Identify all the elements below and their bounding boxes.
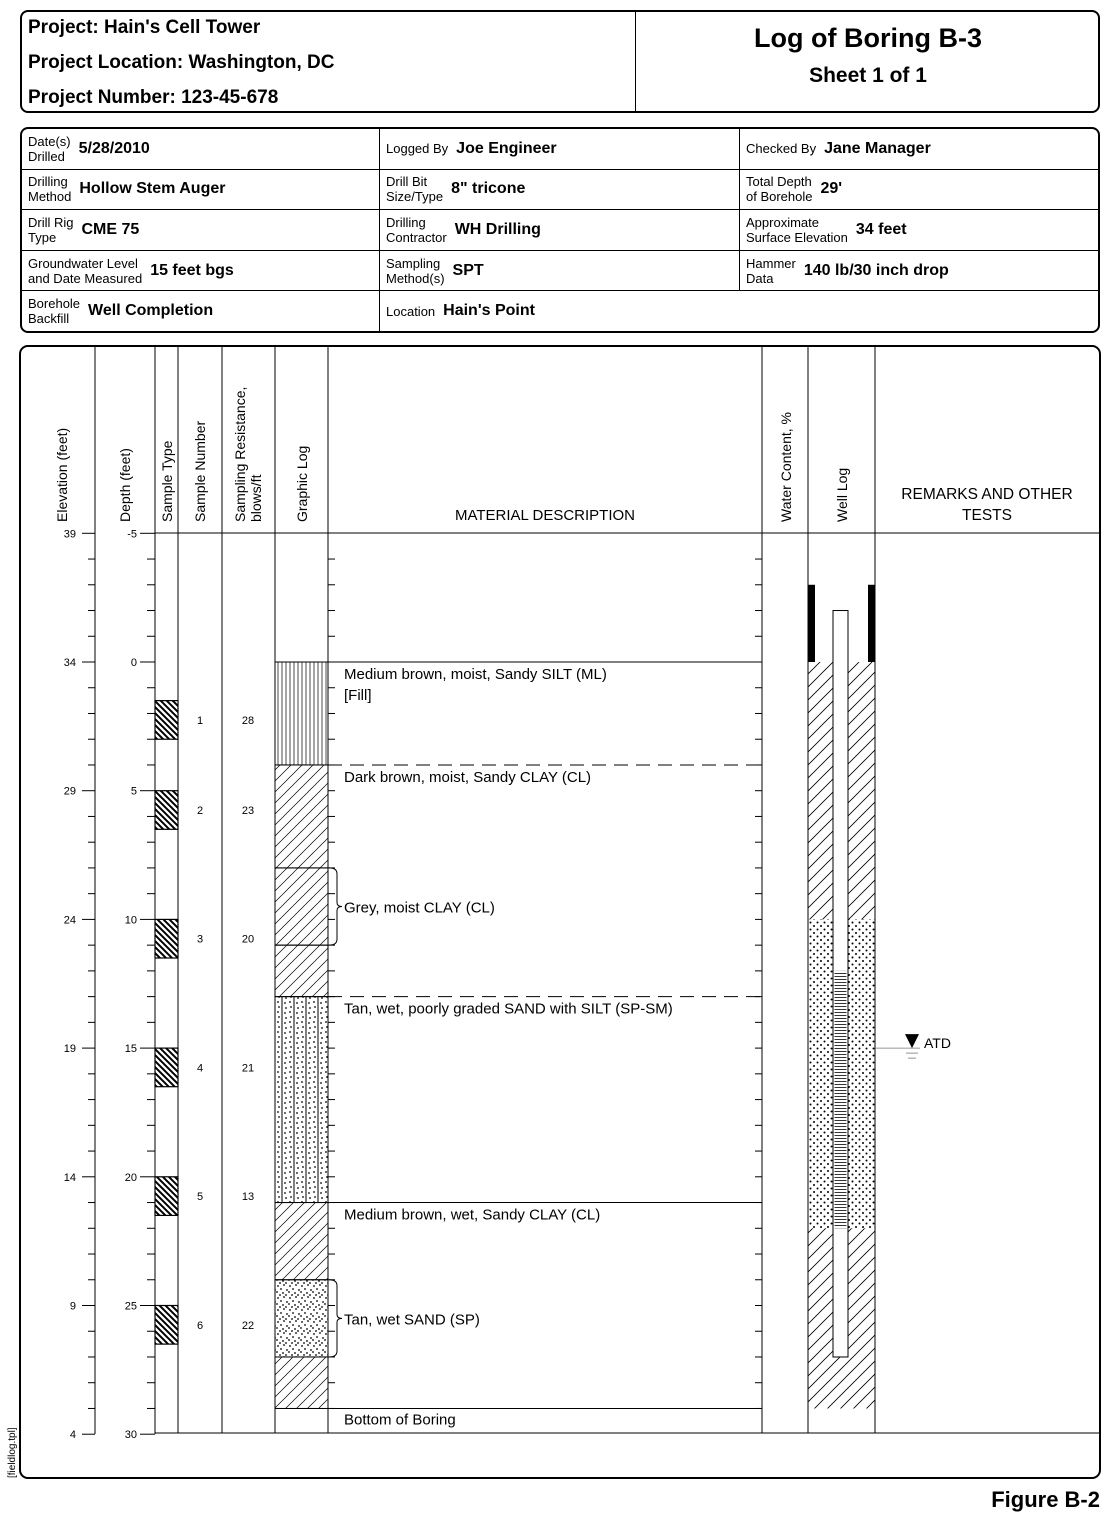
well-screen <box>835 971 847 1228</box>
depth-label: 30 <box>124 1429 137 1442</box>
field-label-line: Logged By <box>386 141 449 157</box>
field-label-line: Sampling <box>386 255 441 271</box>
sample-type-symbol <box>155 1048 178 1087</box>
field-approximate-surface-elevation <box>740 210 1098 250</box>
remarks-header: REMARKS AND OTHER <box>901 486 1073 503</box>
template-name: [fieldlog.tpl] <box>7 1427 18 1478</box>
well-log-header: Well Log <box>834 467 850 522</box>
sample-number-header: Sample Number <box>192 420 208 522</box>
layer-description: [Fill] <box>344 687 372 704</box>
sampling-resistance-units: blows/ft <box>248 474 264 522</box>
field-label-line: Total Depth <box>746 174 812 190</box>
surface-seal <box>808 585 815 662</box>
field-label-line: Approximate <box>746 214 819 230</box>
blow-count: 13 <box>241 1191 255 1204</box>
field-label <box>28 296 80 326</box>
sample-type-symbol <box>155 1177 178 1216</box>
lens-brace <box>329 1280 342 1357</box>
graphic-log-segment <box>275 662 328 765</box>
field-label-line: Date(s) <box>28 133 71 149</box>
field-label-line: Checked By <box>746 141 817 157</box>
field-label <box>386 174 443 204</box>
info-row <box>22 129 1098 170</box>
blow-count: 21 <box>241 1062 255 1075</box>
elevation-label: 9 <box>69 1300 76 1313</box>
elevation-label: 39 <box>63 528 76 541</box>
info-row <box>22 210 1098 251</box>
water-content-header: Water Content, % <box>778 412 794 522</box>
field-label <box>28 215 74 245</box>
elevation-label: 34 <box>63 657 76 669</box>
project-number: Project Number: 123-45-678 <box>28 87 279 108</box>
field-label-line: Drill Rig <box>28 214 74 230</box>
field-value: Hain's Point <box>443 302 535 320</box>
bottom-of-boring-label: Bottom of Boring <box>344 1411 456 1429</box>
field-label-line: Hammer <box>746 255 796 271</box>
field-label-line: and Date Measured <box>28 270 143 286</box>
material-description-header: MATERIAL DESCRIPTION <box>454 507 636 524</box>
elevation-label: 14 <box>63 1171 76 1184</box>
sample-number: 5 <box>196 1191 204 1204</box>
field-value: Hollow Stem Auger <box>79 180 226 198</box>
graphic-log-segment <box>275 997 328 1203</box>
layer-description: Medium brown, moist, Sandy SILT (ML) <box>344 666 607 683</box>
field-drilling-contractor <box>380 210 740 250</box>
field-value: CME 75 <box>81 220 140 238</box>
surface-seal <box>868 585 875 662</box>
field-label <box>746 174 813 204</box>
remarks-header-line-2: TESTS <box>962 507 1012 524</box>
field-value: SPT <box>452 261 484 279</box>
field-label-line: Method(s) <box>386 270 445 286</box>
layer-description: Dark brown, moist, Sandy CLAY (CL) <box>344 768 592 786</box>
lens-brace <box>329 868 342 945</box>
field-value: 5/28/2010 <box>78 139 150 157</box>
log-title: Log of Boring B-3 <box>754 23 982 53</box>
project-location: Project Location: Washington, DC <box>28 52 335 73</box>
field-label-line: Drilling <box>28 174 68 190</box>
sample-type-symbol <box>155 791 178 830</box>
blow-count: 20 <box>241 933 255 946</box>
field-label <box>28 174 71 204</box>
field-value: 15 feet bgs <box>150 261 234 279</box>
figure-label: Figure B-2 <box>991 1487 1100 1512</box>
elevation-header: Elevation (feet) <box>54 427 70 522</box>
field-label <box>386 215 447 245</box>
field-label-line: Drilled <box>28 148 65 164</box>
field-drill-rig-type <box>22 210 380 250</box>
field-borehole-backfill <box>22 291 380 331</box>
field-label-line: Location <box>386 303 436 319</box>
sheet-number: Sheet 1 of 1 <box>809 64 927 87</box>
field-label-line: Method <box>28 189 72 205</box>
info-row <box>22 291 1098 331</box>
field-total-depth-of-borehole <box>740 170 1098 210</box>
depth-label: 5 <box>130 785 137 798</box>
field-label <box>28 134 71 164</box>
graphic-log-segment <box>275 868 328 945</box>
graphic-log-segment <box>275 765 328 868</box>
water-level-label: ATD <box>924 1035 951 1052</box>
layer-description: Medium brown, wet, Sandy CLAY (CL) <box>344 1206 601 1224</box>
depth-label: 0 <box>130 657 137 669</box>
field-label-line: of Borehole <box>746 189 813 205</box>
field-value: 8" tricone <box>451 180 526 198</box>
field-logged-by <box>380 129 740 169</box>
field-value: WH Drilling <box>454 220 541 238</box>
field-label-line: Drilling <box>386 214 426 230</box>
field-date-s-drilled <box>22 129 380 169</box>
field-label-line: Size/Type <box>386 189 444 205</box>
field-value: Joe Engineer <box>456 139 557 157</box>
field-value: 140 lb/30 inch drop <box>803 261 949 279</box>
field-groundwater-level-and-date-measured <box>22 251 380 291</box>
field-value: Jane Manager <box>824 139 931 157</box>
field-drill-bit-size-type <box>380 170 740 210</box>
field-location <box>380 291 1098 331</box>
layer-description: Tan, wet, poorly graded SAND with SILT (SP-SM) <box>344 1000 673 1018</box>
graphic-log-segment <box>275 1357 328 1408</box>
sample-type-header: Sample Type <box>159 440 175 522</box>
field-label-line: Contractor <box>386 229 447 245</box>
field-label <box>746 256 796 286</box>
field-label-line: Type <box>28 229 57 245</box>
depth-label: 20 <box>124 1171 137 1184</box>
field-label-line: Backfill <box>28 311 70 327</box>
field-checked-by <box>740 129 1098 169</box>
graphic-log-segment <box>275 1203 328 1280</box>
sample-number: 3 <box>196 933 204 946</box>
depth-label: 10 <box>124 914 137 927</box>
field-label <box>746 215 848 245</box>
sample-number: 1 <box>196 714 204 727</box>
sample-type-symbol <box>155 701 178 740</box>
field-value: 29' <box>820 180 843 198</box>
water-table-triangle-icon <box>905 1034 919 1048</box>
graphic-log-segment <box>275 945 328 996</box>
field-label-line: Groundwater Level <box>28 255 138 271</box>
elevation-label: 29 <box>63 785 76 798</box>
blow-count: 28 <box>241 714 255 727</box>
lens-description: Grey, moist CLAY (CL) <box>344 899 495 917</box>
field-label <box>386 304 435 319</box>
sample-type-symbol <box>155 1306 178 1345</box>
elevation-label: 19 <box>63 1043 76 1056</box>
info-row <box>22 251 1098 292</box>
graphic-log-header: Graphic Log <box>294 445 310 522</box>
depth-label: 15 <box>124 1043 137 1056</box>
info-row <box>22 170 1098 211</box>
project-name: Project: Hain's Cell Tower <box>28 17 261 38</box>
sample-number: 6 <box>196 1319 204 1332</box>
field-label-line: Drill Bit <box>386 174 428 190</box>
elevation-label: 24 <box>63 914 76 927</box>
blow-count: 22 <box>241 1319 255 1332</box>
sample-number: 2 <box>196 805 204 818</box>
field-label <box>386 141 448 156</box>
sampling-resistance-header: Sampling Resistance, <box>232 386 248 522</box>
field-label-line: Data <box>746 270 774 286</box>
graphic-log-segment <box>275 1280 328 1357</box>
depth-label: 25 <box>124 1300 137 1313</box>
depth-label: -5 <box>127 528 137 541</box>
field-label <box>28 256 142 286</box>
lens-description: Tan, wet SAND (SP) <box>344 1311 480 1329</box>
sample-type-symbol <box>155 919 178 958</box>
depth-header: Depth (feet) <box>117 448 133 522</box>
elevation-label: 4 <box>69 1429 76 1442</box>
field-label <box>746 141 816 156</box>
log-content <box>64 528 951 1441</box>
field-sampling-method-s <box>380 251 740 291</box>
field-label-line: Borehole <box>28 296 81 312</box>
boring-info-table <box>20 127 1100 333</box>
field-value: 34 feet <box>855 220 907 238</box>
field-label-line: Surface Elevation <box>746 229 848 245</box>
field-label <box>386 256 445 286</box>
sample-number: 4 <box>196 1062 204 1075</box>
field-hammer-data <box>740 251 1098 291</box>
field-drilling-method <box>22 170 380 210</box>
blow-count: 23 <box>241 805 255 818</box>
field-value: Well Completion <box>88 302 214 320</box>
